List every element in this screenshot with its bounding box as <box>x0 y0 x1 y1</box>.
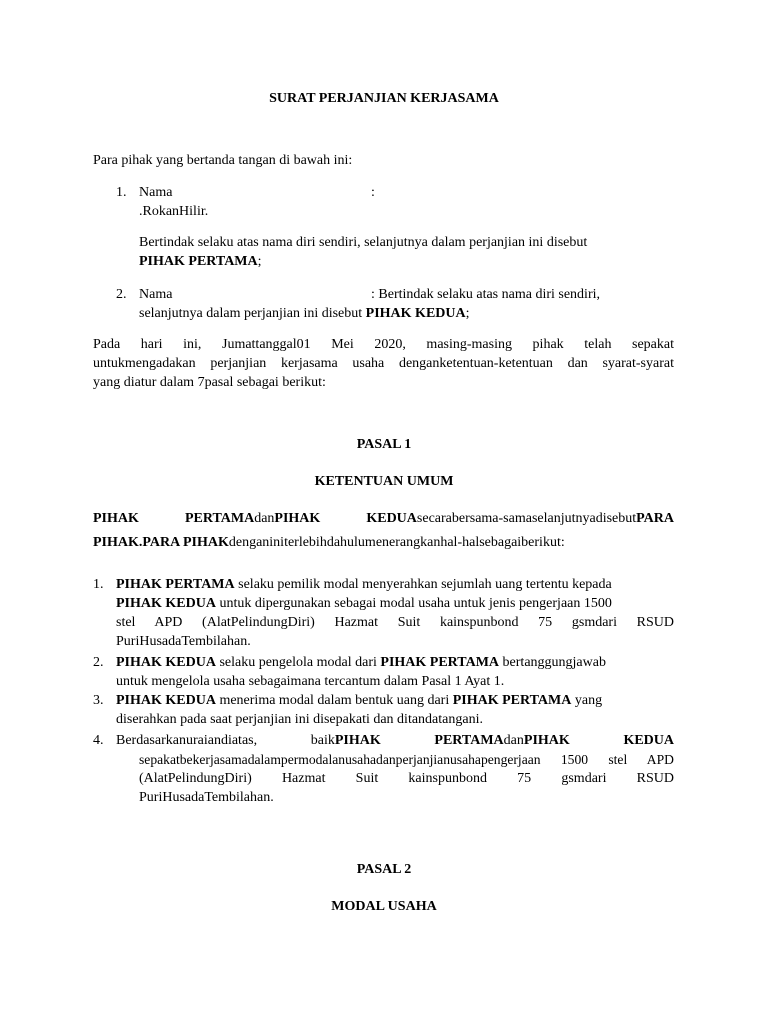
party2-name-label: Nama <box>139 287 173 302</box>
agreement-line-2: untukmengadakan perjanjian kerjasama usaha denganketentuan-ketentuan dan syarat-syarat <box>93 356 674 371</box>
item4-line-4: PuriHusadaTembilahan. <box>139 790 274 805</box>
party2-colon-description: : Bertindak selaku atas nama diri sendiri, <box>371 287 600 302</box>
item1-number: 1. <box>93 577 104 592</box>
item4-word: PIHAK <box>334 733 381 748</box>
pasal1-heading: PASAL 1 <box>356 437 412 452</box>
item2-line-1 <box>116 653 606 672</box>
item3-bold: PIHAK PERTAMA <box>452 693 572 708</box>
item4-line-3: (AlatPelindungDiri) Hazmat Suit kainspunbond 75 gsmdari RSUD <box>139 771 674 786</box>
item3-text: yang <box>571 693 603 708</box>
party2-number: 2. <box>116 287 127 302</box>
item2-bold: PIHAK PERTAMA <box>380 655 500 670</box>
agreement-line-3: yang diatur dalam 7pasal sebagai berikut: <box>93 375 326 390</box>
item2-number: 2. <box>93 655 104 670</box>
document-title: SURAT PERJANJIAN KERJASAMA <box>269 91 499 106</box>
item1-text: selaku pemilik modal menyerahkan sejumlah uang tertentu kepada <box>234 577 612 592</box>
item4-word: KEDUA <box>623 733 674 748</box>
item4-line-1 <box>116 731 674 750</box>
p1-word: PERTAMA <box>184 511 255 526</box>
p1-word: PIHAK <box>274 511 321 526</box>
item1-line-3: stel APD (AlatPelindungDiri) Hazmat Suit kainspunbond 75 gsmdari RSUD <box>116 615 674 630</box>
item1-bold: PIHAK KEDUA <box>116 596 216 611</box>
item2-text: selaku pengelola modal dari <box>215 655 381 670</box>
p1-word-group <box>366 509 674 528</box>
item2-bold: PIHAK KEDUA <box>116 655 216 670</box>
agreement-line-1: Pada hari ini, Jumattanggal01 Mei 2020, masing-masing pihak telah sepakat <box>93 337 674 352</box>
item3-text: menerima modal dalam bentuk uang dari <box>215 693 453 708</box>
party1-number: 1. <box>116 185 127 200</box>
item3-line-2: diserahkan pada saat perjanjian ini disepakati dan ditandatangani. <box>116 712 483 727</box>
item4-word-group <box>311 731 381 750</box>
item4-word: dan <box>503 733 524 748</box>
item1-text: untuk dipergunakan sebagai modal usaha untuk jenis pengerjaan 1500 <box>215 596 612 611</box>
party1-end: ; <box>257 254 262 269</box>
party1-role: PIHAK PERTAMA <box>139 254 258 269</box>
party2-role: PIHAK KEDUA <box>365 306 466 321</box>
p1-word-group <box>185 509 320 528</box>
item2-line-2: untuk mengelola usaha sebagaimana tercantum dalam Pasal 1 Ayat 1. <box>116 674 505 689</box>
pasal2-subheading: MODAL USAHA <box>331 899 437 914</box>
pasal2-heading: PASAL 2 <box>356 862 412 877</box>
party2-end: ; <box>465 306 470 321</box>
item3-bold: PIHAK KEDUA <box>116 693 216 708</box>
pasal1-paragraph-line-2 <box>93 533 565 552</box>
p2-word: PIHAK.PARA PIHAK <box>93 535 229 550</box>
party1-colon: : <box>371 185 375 200</box>
p1-word: secarabersama-samaselanjutnyadisebut <box>416 511 637 526</box>
item4-number: 4. <box>93 733 104 748</box>
item4-word: PIHAK <box>523 733 570 748</box>
item3-number: 3. <box>93 693 104 708</box>
party1-role-line <box>139 252 262 271</box>
item4-word: PERTAMA <box>434 733 504 748</box>
p2-word: denganiniterlebihdahulumenerangkanhal-halsebagaiberikut: <box>228 535 565 550</box>
item3-line-1 <box>116 691 602 710</box>
item2-text: bertanggungjawab <box>499 655 606 670</box>
item4-word: baik <box>310 733 335 748</box>
pasal1-paragraph-line-1 <box>93 509 674 528</box>
item1-bold: PIHAK PERTAMA <box>116 577 235 592</box>
item1-line-2 <box>116 594 612 613</box>
party1-address: .RokanHilir. <box>139 204 209 219</box>
p1-word: PIHAK <box>93 511 139 526</box>
party2-role-line <box>139 304 470 323</box>
item4-line-2: sepakatbekerjasamadalampermodalanusahadanperjanjianusahapengerjaan 1500 stel APD <box>139 752 674 767</box>
item4-word: Berdasarkanuraiandiatas, <box>116 733 258 748</box>
party1-name-label: Nama <box>139 185 173 200</box>
party2-description: selanjutnya dalam perjanjian ini disebut <box>139 306 363 321</box>
item1-line-4: PuriHusadaTembilahan. <box>116 634 251 649</box>
pasal1-subheading: KETENTUAN UMUM <box>314 474 454 489</box>
intro-text: Para pihak yang bertanda tangan di bawah ini: <box>93 153 353 168</box>
item4-word-group <box>434 731 569 750</box>
party1-description: Bertindak selaku atas nama diri sendiri, selanjutnya dalam perjanjian ini disebut <box>139 235 588 250</box>
p1-word: PARA <box>636 511 674 526</box>
p1-word: KEDUA <box>366 511 417 526</box>
item1-line-1 <box>116 575 612 594</box>
p1-word: dan <box>254 511 275 526</box>
